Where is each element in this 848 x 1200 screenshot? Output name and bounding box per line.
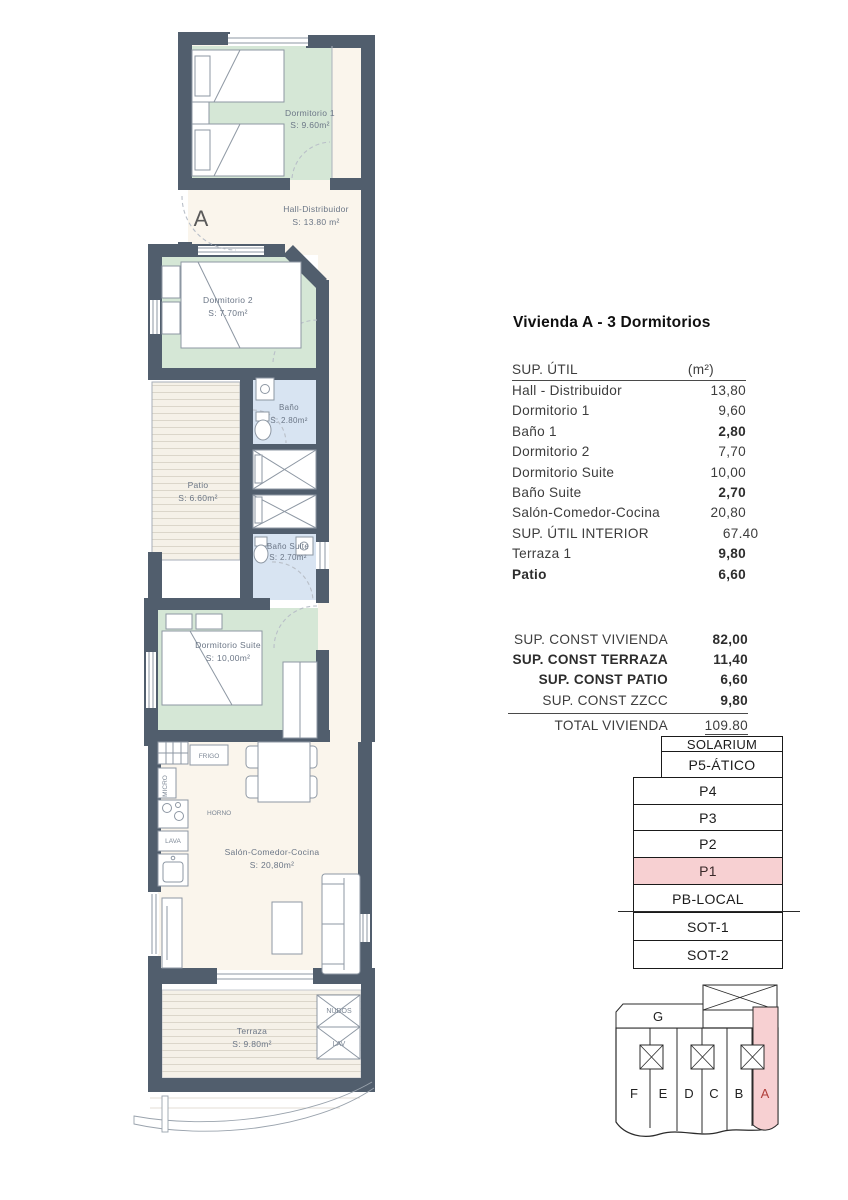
table-row-subtotal — [512, 524, 759, 544]
room-area: S: 10,00m² — [205, 653, 251, 663]
stack-level-sot-1: SOT-1 — [633, 912, 783, 941]
stack-level-p2: P2 — [633, 830, 783, 858]
row-value: 82,00 — [712, 632, 748, 647]
stack-level-p3: P3 — [633, 804, 783, 831]
row-label: Baño Suite — [512, 484, 582, 500]
stack-level-p4: P4 — [633, 777, 783, 805]
page-title: Vivienda A - 3 Dormitorios — [513, 314, 711, 331]
lav-label: LAV — [332, 1041, 346, 1048]
row-label: Dormitorio 1 — [512, 403, 590, 419]
horno-label: HORNO — [207, 810, 232, 817]
room-area: S: 7.70m² — [208, 308, 248, 318]
table-row — [512, 503, 746, 523]
frigo-label: FRIGO — [198, 753, 220, 760]
room-label: Dormitorio 1 — [285, 108, 335, 118]
room-area: S: 2.80m² — [270, 416, 308, 425]
room-area: S: 20,80m² — [249, 860, 295, 870]
nudos-label: NUDOS — [326, 1008, 352, 1015]
row-value: 2,70 — [718, 484, 746, 500]
room-label: Baño — [279, 403, 299, 412]
stack-level-pb-local: PB-LOCAL — [633, 884, 783, 913]
row-label: SUP. CONST PATIO — [538, 672, 668, 688]
row-value: 20,80 — [710, 505, 746, 521]
room-area: S: 9.60m² — [290, 120, 330, 130]
row-value: 7,70 — [718, 444, 746, 460]
table-row — [512, 544, 746, 564]
table-row — [512, 565, 746, 585]
table-row — [512, 401, 746, 421]
row-value: 9,80 — [718, 546, 746, 562]
row-value: 9,60 — [718, 403, 746, 419]
table-row — [508, 630, 748, 650]
room-label: Salón-Comedor-Cocina — [224, 847, 320, 857]
room-label: Terraza — [236, 1026, 268, 1036]
room-label: Hall-Distribuidor — [283, 204, 349, 214]
sup-util-table — [512, 362, 759, 585]
row-value: 11,40 — [713, 652, 748, 668]
stack-level-sot-2: SOT-2 — [633, 940, 783, 969]
row-label: Baño 1 — [512, 423, 557, 439]
lava-label: LAVA — [165, 838, 181, 845]
row-label: SUP. CONST TERRAZA — [512, 652, 668, 668]
stack-level-solarium: SOLARIUM — [661, 736, 783, 752]
unit-location-diagram — [595, 978, 810, 1153]
row-value: 10,00 — [710, 464, 746, 480]
stack-level-p1-highlighted: P1 — [633, 857, 783, 885]
sup-const-table — [508, 630, 748, 736]
table-row — [508, 650, 748, 670]
unit-letter-a-highlighted: A — [760, 1086, 770, 1101]
micro-label: MICRO — [162, 775, 169, 797]
table-row — [512, 483, 746, 503]
table-row — [508, 691, 748, 711]
row-label: Salón-Comedor-Cocina — [512, 505, 661, 521]
stack-level-p5-atico: P5-ÁTICO — [661, 751, 783, 778]
unit-letter-f: F — [630, 1086, 638, 1101]
room-label: Baño Suite — [266, 542, 310, 551]
row-value: 13,80 — [710, 383, 746, 398]
room-label: Dormitorio Suite — [195, 640, 261, 650]
row-label: Dormitorio Suite — [512, 464, 615, 480]
row-label: SUP. CONST ZZCC — [542, 692, 668, 708]
row-value: 2,80 — [718, 423, 746, 439]
row-label: SUP. ÚTIL INTERIOR — [512, 525, 649, 541]
table-row — [512, 463, 746, 483]
room-area: S: 2.70m² — [269, 553, 307, 562]
table-row — [512, 422, 746, 442]
unit-letter-b: B — [734, 1086, 744, 1101]
room-area: S: 13.80 m² — [292, 217, 340, 227]
row-label: Terraza 1 — [512, 546, 572, 562]
room-area: S: 9.80m² — [232, 1039, 272, 1049]
row-value: 9,80 — [720, 692, 748, 708]
unit-letter-g: G — [652, 1009, 664, 1024]
unit-letter-c: C — [709, 1086, 719, 1101]
row-label: Dormitorio 2 — [512, 444, 590, 460]
ground-line — [618, 911, 800, 912]
row-value: 6,60 — [718, 566, 746, 582]
sup-util-header-label: SUP. ÚTIL — [512, 362, 578, 377]
table-row — [508, 670, 748, 690]
row-value: 6,60 — [720, 672, 748, 688]
row-value: 67.40 — [722, 525, 759, 541]
core-boxes — [640, 1045, 764, 1069]
row-label: Patio — [512, 566, 547, 582]
row-value: 109.80 — [704, 717, 748, 733]
unit-letter-d: D — [684, 1086, 694, 1101]
room-area: S: 6.60m² — [178, 493, 218, 503]
row-label: Hall - Distribuidor — [512, 383, 622, 398]
unit-letter-e: E — [658, 1086, 668, 1101]
table-row-total — [508, 713, 748, 736]
table-row — [512, 442, 746, 462]
room-label: Dormitorio 2 — [203, 295, 253, 305]
row-label: TOTAL VIVIENDA — [554, 717, 668, 733]
entrance-letter: A — [193, 206, 209, 231]
sup-util-header — [512, 362, 746, 381]
hatched-block — [703, 985, 777, 1010]
sup-util-header-unit: (m²) — [687, 362, 714, 377]
room-label: Patio — [187, 480, 209, 490]
table-row — [512, 381, 746, 401]
row-label: SUP. CONST VIVIENDA — [513, 632, 668, 647]
